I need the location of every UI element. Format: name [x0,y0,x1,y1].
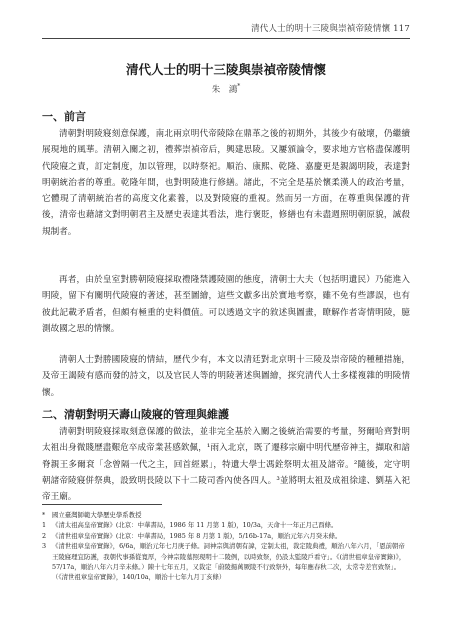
footnote-text: 《清太祖高皇帝實錄》(北京：中華書局，1986 年 11 月第 1 版)，10/3a，天命十一年正月己酉條。 [52,521,338,530]
paper-title: 清代人士的明十三陵與崇禎帝陵情懷 [125,62,326,77]
footnote-text: 國立臺灣師範大學歷史學系教授 [52,511,142,519]
footnote-number: 2 [42,531,47,540]
footnote [42,541,410,583]
footnotes [42,510,410,583]
paragraph: 清朝人士對勝國陵寢的情結，歷代少有，本文以清廷對北京明十三陵及崇帝陵的種種措施，及帝王謁陵有感而發的詩文，以及官民人等的明陵著述與圖繪，探究清代人士多樣複雜的明陵情懷。 [42,355,410,398]
paragraph: 清朝對明陵寢採取刻意保護的做法，並非完全基於入關之後統治需要的考量，努爾哈齊對明太祖出身微賤歷盡艱危卒成帝業甚感欽佩，¹雨入北京，既了遷移宗廟中明代歷帝神主，擷取和諳脊親王多爾袞「念曾隔一代之主，回首經累」，特遺大學士馮銓祭明太祖及諸帝。²隨後，定守明朝諸帝陵寢併祭典，設致明長陵以下十二陵司香內使各四人。³並將明太祖及成祖徐達、劉基入祀帝王廟。 [42,427,410,503]
footnote-rule [42,504,162,505]
header-rule [42,38,410,39]
footnote-number: 1 [42,521,47,530]
paragraph: 清朝對明陵寢刻意保護，南北兩京明代帝陵除在鼎革之後的初期外，其後少有破壞，仍繼續展現地的風華。清朝入關之初，禮葬崇禎帝后，興建思陵。又屢頒論令，要求地方官格盡保護明代陵寢之責，訂定制度，加以管理，以時祭祀。順治、康熙、乾隆、嘉慶更是親謁明陵，表達對明朝統治者的尊重。乾隆年間，也對明陵進行修繕。諸此，不完全是基於懷柔漢人的政治考量，它體現了清朝統治者的高度文化素養，以及對陵寢的重視。然而另一方面，在尊重與保護的背後，清帝也藉諸文對明朝君主及歷史表達其看法，進行褒貶，修繕也有未盡週照明朝原貌，誠殺規制者。 [42,129,410,237]
footnote-text: 《清世祖章皇帝實錄》(北京：中華書局，1985 年 8 月第 1 版)，5/16b-17a，順治元年六月癸未條。 [52,531,342,540]
footnote [42,520,410,530]
footnote-number: 3 [42,542,47,551]
author-name: 朱 鴻 [211,85,238,95]
author-note-mark: * [237,83,241,91]
footnote [42,531,410,541]
footnote-text: 《清世祖章皇帝實錄》，6/6a，順治元年七月庚子條。詞神宗與清朝有諱，定制太祖，裁定陵典禮，順治八年六月，「恩前朝帝王陵寢理宜防護，我朝代事孫從寬厚，今神宗陵墓照現明十二陵例，以時致祭，仍設太監陵戶看守」。《(清世祖章皇帝實錄)》，57/17a，順治八年六月辛未條。）陳十七年五月，又裁定「蔚陵揚萬厥陵不行致祭外，每年應春秋二次，太常寺差官致祭」。（《清世祖章皇帝實錄》，140/10a，順治十七年九月丁亥條） [52,542,406,582]
footnote-number: * [42,511,46,519]
footnote [42,510,410,520]
running-head: 清代人士的明十三陵與崇禎帝陵情懷 117 [251,24,410,34]
section-heading-introduction: 一、前言 [42,110,86,123]
author-line [0,83,452,95]
paragraph: 再者，由於皇室對勝朝陵寢採取禮隆禁護陵園的態度，清朝士大夫（包括明遺民）乃能進入明陵，留下有關明代陵寢的著述，甚至圖繪，這些文獻多出於實地考察，雖不免有些謬誤，也有彼此記載矛盾者，但頗有極重的史料價值。可以透過文字的敘述與圖畫，瞭解作者寄情明陵，臆測故國之思的情懷。 [42,275,410,334]
section-heading-management: 二、清朝對明天壽山陵寢的管理與維護 [42,408,229,421]
